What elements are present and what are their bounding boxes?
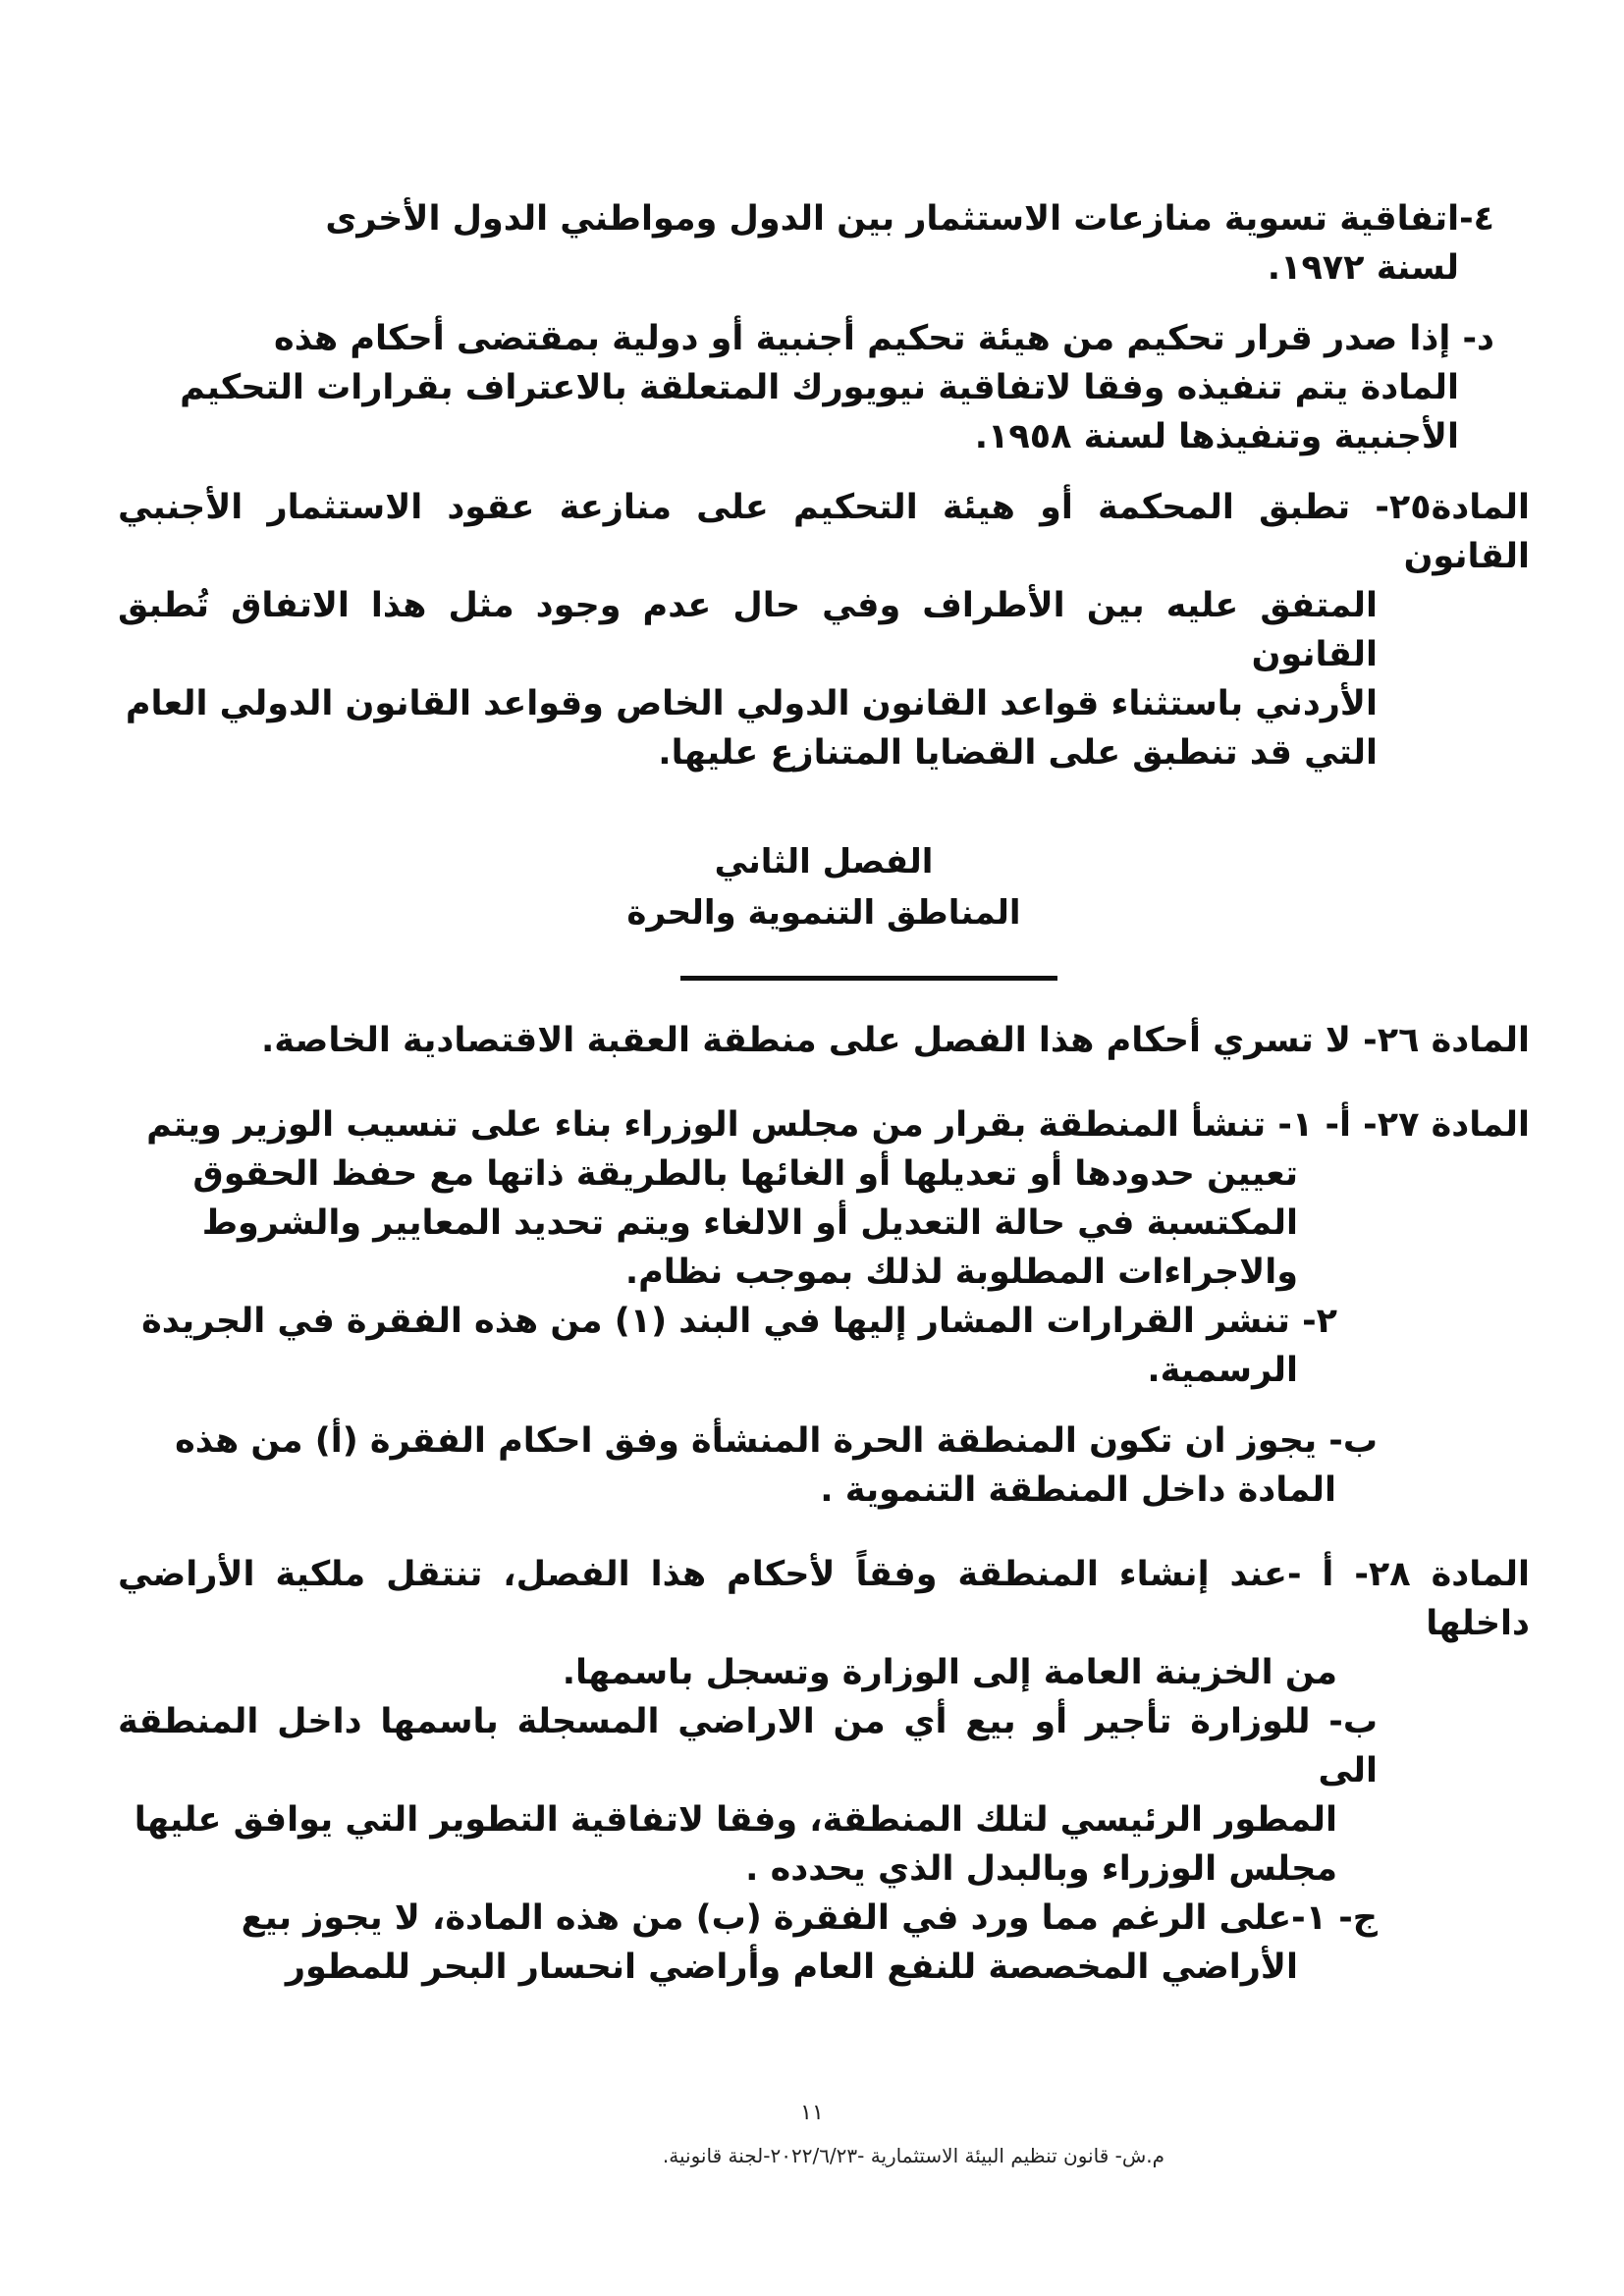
text-line: الأراضي المخصصة للنفع العام وأراضي انحسار البحر للمطور <box>285 1948 1298 1987</box>
text-line: المتفق عليه بين الأطراف وفي حال عدم وجود مثل هذا الاتفاق تُطبق القانون <box>118 586 1378 674</box>
article-27-clause-a <box>118 1100 1530 1395</box>
text-line: التي قد تنطبق على القضايا المتنازع عليها. <box>658 733 1378 773</box>
text-line: المادة ٢٦- لا تسري أحكام هذا الفصل على منطقة العقبة الاقتصادية الخاصة. <box>261 1021 1530 1060</box>
text-line: د- إذا صدر قرار تحكيم من هيئة تحكيم أجنبية أو دولية بمقتضى أحكام هذه <box>274 319 1494 358</box>
article-28 <box>118 1550 1530 1992</box>
text-line: المطور الرئيسي لتلك المنطقة، وفقا لاتفاقية التطوير التي يوافق عليها <box>134 1800 1337 1840</box>
text-line: والاجراءات المطلوبة لذلك بموجب نظام. <box>624 1253 1298 1292</box>
text-line: ج- ١-على الرغم مما ورد في الفقرة (ب) من هذه المادة، لا يجوز بيع <box>241 1898 1378 1938</box>
text-line: ب- للوزارة تأجير أو بيع أي من الاراضي المسجلة باسمها داخل المنطقة الى <box>118 1702 1378 1790</box>
text-line: الأجنبية وتنفيذها لسنة ١٩٥٨. <box>974 417 1459 456</box>
text-line: الرسمية. <box>1147 1351 1298 1390</box>
article-27-clause-b <box>118 1416 1378 1515</box>
text-line: ب- يجوز ان تكون المنطقة الحرة المنشأة وفق احكام الفقرة (أ) من هذه <box>175 1421 1378 1461</box>
text-line: المكتسبة في حالة التعديل أو الالغاء ويتم تحديد المعايير والشروط <box>201 1203 1298 1243</box>
heading-divider <box>680 976 1057 981</box>
text-line: مجلس الوزراء وبالبدل الذي يحدده . <box>745 1849 1337 1889</box>
text-line: المادة داخل المنطقة التنموية . <box>820 1470 1336 1510</box>
page-footer: م.ش- قانون تنظيم البيئة الاستثمارية -٢٠٢٢/٦/٢٣-لجنة قانونية. <box>662 2144 1164 2167</box>
article-25 <box>118 483 1530 777</box>
text-line: لسنة ١٩٧٢. <box>1267 248 1459 288</box>
page-number: ١١ <box>800 2101 824 2125</box>
text-line: المادة٢٥- تطبق المحكمة أو هيئة التحكيم على منازعة عقود الاستثمار الأجنبي القانون <box>118 488 1530 576</box>
chapter-title: الفصل الثاني <box>714 842 934 881</box>
article-24-clause-d <box>118 314 1494 461</box>
chapter-subtitle: المناطق التنموية والحرة <box>626 893 1021 933</box>
text-line: تعيين حدودها أو تعديلها أو الغائها بالطريقة ذاتها مع حفظ الحقوق <box>192 1154 1298 1194</box>
chapter-heading <box>118 836 1530 981</box>
text-line: المادة ٢٧- أ- ١- تنشأ المنطقة بقرار من مجلس الوزراء بناء على تنسيب الوزير ويتم <box>146 1105 1530 1145</box>
text-line: من الخزينة العامة إلى الوزارة وتسجل باسمها. <box>562 1653 1337 1692</box>
article-26 <box>118 1016 1530 1065</box>
text-line: المادة ٢٨- أ -عند إنشاء المنطقة وفقاً لأحكام هذا الفصل، تنتقل ملكية الأراضي داخلها <box>118 1555 1530 1643</box>
text-line: ٤-اتفاقية تسوية منازعات الاستثمار بين الدول ومواطني الدول الأخرى <box>325 199 1494 239</box>
text-line: المادة يتم تنفيذه وفقا لاتفاقية نيويورك المتعلقة بالاعتراف بقرارات التحكيم <box>180 368 1459 407</box>
article-24-item-4 <box>118 194 1494 293</box>
text-line: الأردني باستثناء قواعد القانون الدولي الخاص وقواعد القانون الدولي العام <box>125 684 1378 723</box>
text-line: ٢- تنشر القرارات المشار إليها في البند (١) من هذه الفقرة في الجريدة <box>141 1302 1337 1341</box>
page-content <box>118 194 1530 1992</box>
